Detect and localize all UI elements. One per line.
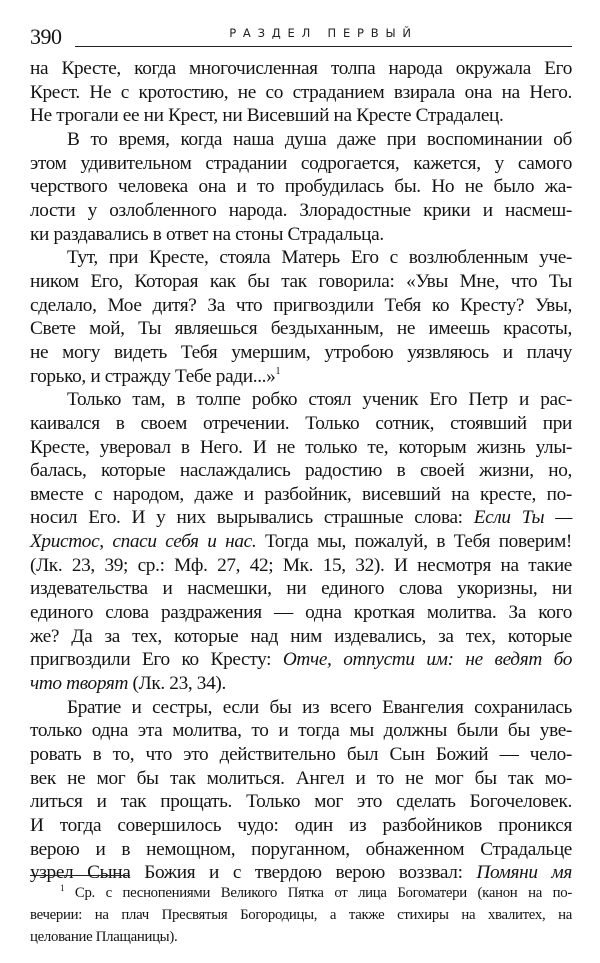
scripture-quote: Отче, отпусти им: не ведят бо [282,649,572,671]
text-line: В то время, когда наша душа даже при воспоминании об [67,128,572,150]
text-segment: носил Его. И у них вырывались страшные слова: [30,507,474,529]
paragraph-3 [30,246,572,388]
footnote-line [30,883,572,905]
footnote-rule [30,875,130,876]
text-line: не могу видеть Тебя умершим, утробою уязвляюсь и плачу [30,341,572,363]
text-segment: (Лк. 23, 34). [128,673,226,695]
paragraph-5 [30,696,572,885]
text-line: вместе с народом, даже и разбойник, висевший на кресте, по- [30,483,572,505]
text-line: же? Да за тех, которые над ним издевались, за тех, которые [30,625,572,647]
running-title: РАЗДЕЛ ПЕРВЫЙ [229,26,418,40]
text-line: Кресте, уверовал в Него. И не только те, которым жизнь улы- [30,436,572,458]
text-line: каивался в своем отречении. Только сотник, стоявший при [30,412,572,434]
text-line: лости у озлобленного народа. Злорадостные крики и насмеш- [30,199,572,221]
scripture-quote: Христос, спаси себя и нас. [30,531,257,553]
text-line: ровать в то, что это действительно был Сын Божий — чело- [30,744,572,766]
footnote-reference[interactable]: 1 [275,365,281,377]
text-line: только одна эта молитва, то и тогда мы должны были бы уве- [30,720,572,742]
text-line: сделало, Мое дитя? За что пригвоздили Тебя ко Кресту? Увы, [30,294,572,316]
text-line: век не мог бы так молиться. Ангел и то не мог бы так мо- [30,767,572,789]
footnote-number: 1 [60,883,65,893]
text-line: Только там, в толпе робко стоял ученик Его Петр и рас- [67,389,572,411]
text-line: этом удивительном страдании содрогается, кажется, у самого [30,152,572,174]
paragraph-4 [30,388,572,696]
paragraph-1 [30,57,572,128]
scripture-quote: что творят [30,673,129,695]
text-line: ником Его, Которая как бы так говорила: «Увы Мне, что Ты [30,270,572,292]
text-line [30,672,572,696]
text-line: Не трогали ее ни Крест, ни Висевший на Кресте Страдалец. [30,105,504,127]
text-line: верою и в немощном, поруганном, обнаженном Страдальце [30,838,572,860]
scripture-quote: Если Ты — [473,507,572,529]
scripture-quote: Помяни мя [476,862,572,884]
text-line: черствого человека она и то пробудилась бы. Но не было жа- [30,176,572,198]
text-line: балась, которые наслаждались радостию в своей жизни, но, [30,460,572,482]
text-line: Тут, при Кресте, стояла Матерь Его с возлюбленным уче- [67,247,572,269]
text-line [30,648,572,672]
text-line [30,506,572,530]
header-rule [75,46,572,47]
text-line: на Кресте, когда многочисленная толпа народа окружала Его [30,58,572,79]
text-line: (Лк. 23, 39; ср.: Мф. 27, 42; Мк. 15, 32). И несмотря на такие [30,554,572,576]
page-number: 390 [30,24,62,49]
text-line [30,365,572,389]
text-line: литься и так прощать. Только мог это сделать Богочеловек. [30,791,572,813]
text-segment: горько, и стражду Тебе ради...» [30,365,276,387]
paragraph-2 [30,128,572,246]
text-segment: пригвоздили Его ко Кресту: [30,649,283,671]
text-line: Свете мой, Ты являешься бездыханным, не имеешь красоты, [30,318,572,340]
text-segment: узрел Сына Божия и с твердою верою воззвал: [30,862,477,884]
text-segment: Ср. с песнопениями Великого Пятка от лица Богоматери (канон на по- [64,885,572,901]
footnote [30,883,572,948]
text-segment: Тогда мы, пожалуй, в Тебя поверим! [256,531,573,553]
text-line [30,530,572,554]
page-header [30,22,572,52]
text-line: ки раздавались в ответ на стоны Страдальца. [30,223,384,245]
footnote-line: целование Плащаницы). [30,928,178,945]
text-line: единого слова раздражения — одна кроткая молитва. За кого [30,602,572,624]
main-text [30,57,572,885]
text-line: Братие и сестры, если бы из всего Евангелия сохранилась [67,696,572,718]
text-line: издевательства и насмешки, ни единого слова укоризны, ни [30,578,572,600]
text-line: И тогда совершилось чудо: один из разбойников проникся [30,815,572,836]
footnote-line: вечерии: на плач Пресвятыя Богородицы, а также стихиры на хвалитех, на [30,906,572,923]
text-line: Крест. Не с кротостию, не со страданием взирала она на Него. [30,81,572,103]
text-line [30,861,572,885]
